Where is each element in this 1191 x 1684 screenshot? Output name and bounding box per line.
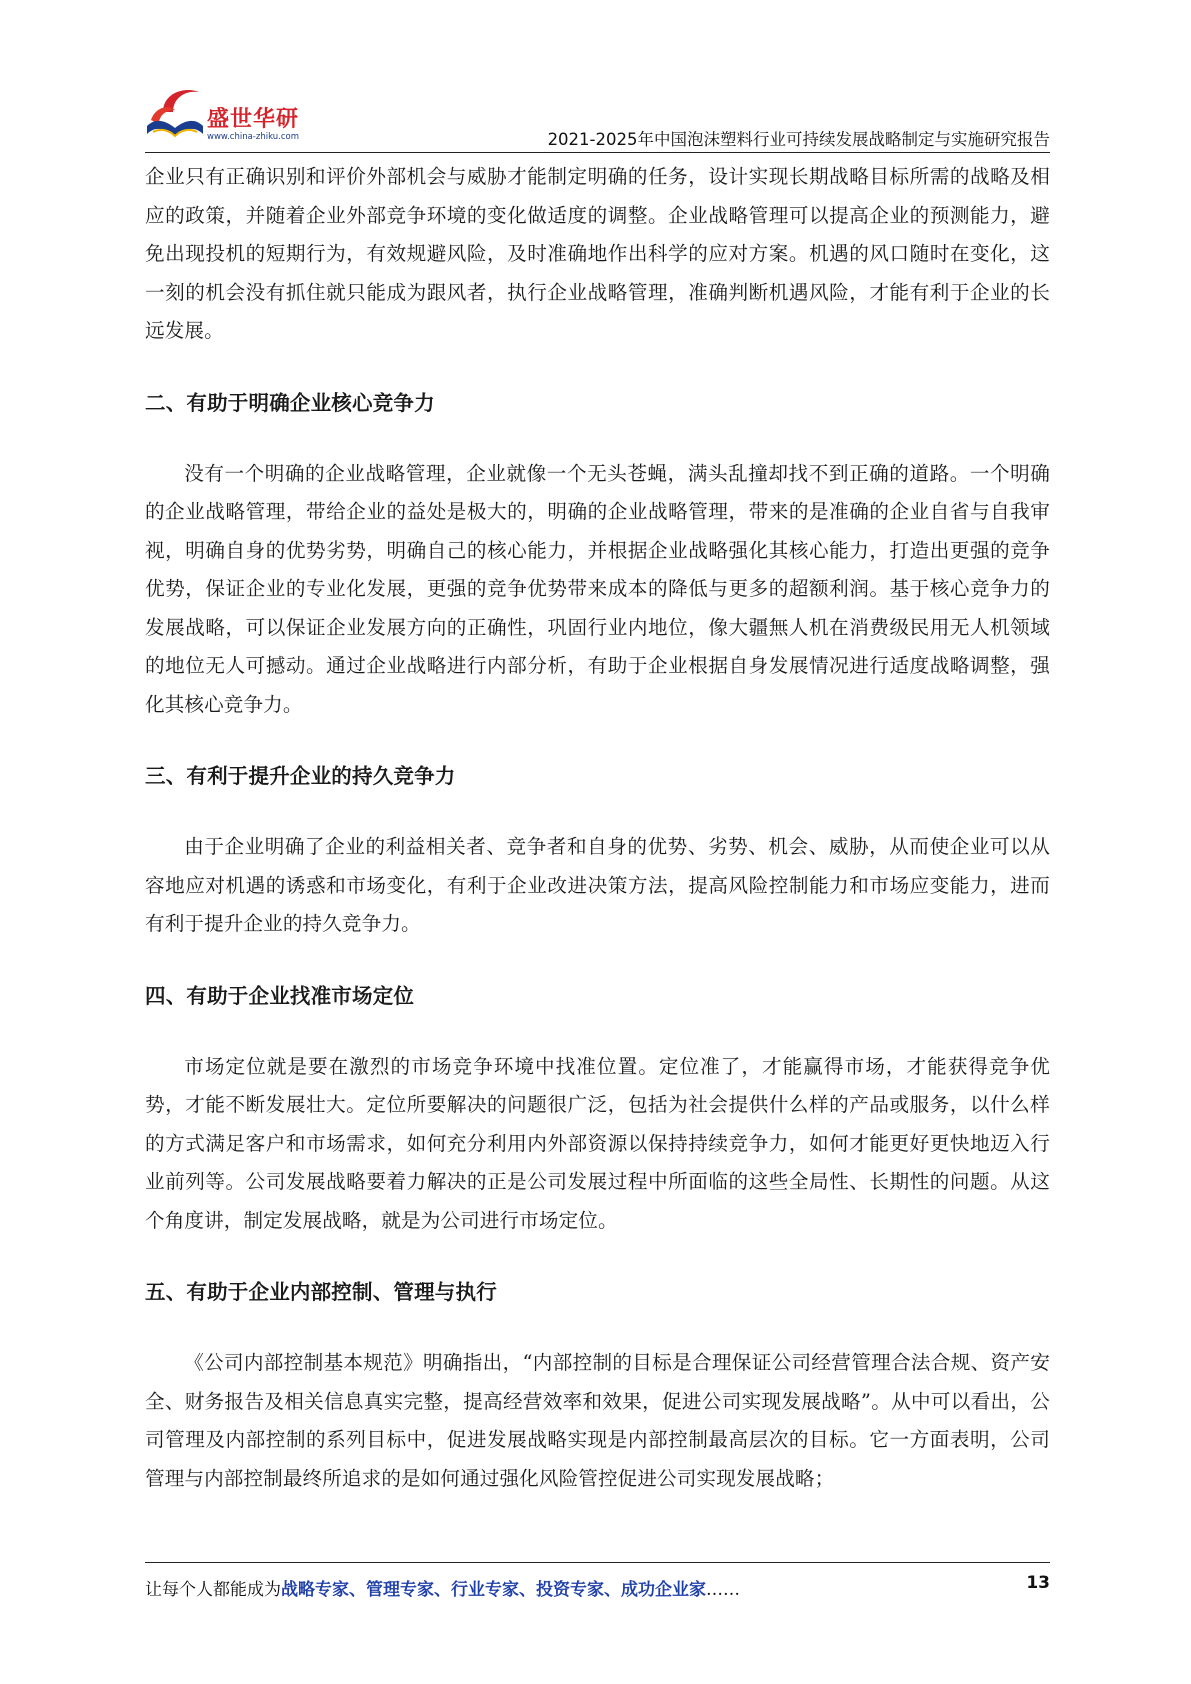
section-heading-2: 二、有助于明确企业核心竞争力 bbox=[145, 390, 435, 415]
footer-slogan bbox=[145, 1575, 740, 1600]
logo bbox=[145, 82, 305, 146]
logo-url: www.china-zhiku.com bbox=[207, 132, 299, 142]
page-content bbox=[145, 158, 1050, 1498]
footer-slogan-highlight: 战略专家、管理专家、行业专家、投资专家、成功企业家 bbox=[281, 1580, 706, 1600]
footer-slogan-prefix: 让每个人都能成为 bbox=[145, 1580, 281, 1600]
logo-emblem-icon bbox=[145, 82, 205, 144]
footer-divider bbox=[145, 1562, 1050, 1563]
section-heading-4: 四、有助于企业找准市场定位 bbox=[145, 983, 415, 1008]
footer-slogan-suffix: …… bbox=[706, 1580, 740, 1600]
paragraph-market-positioning: 市场定位就是要在激烈的市场竞争环境中找准位置。定位准了，才能赢得市场，才能获得竞争优势，才能不断发展壮大。定位所要解决的问题很广泛，包括为社会提供什么样的产品或服务，以什么样的方式满足客户和市场需求，如何充分利用内外部资源以保持持续竞争力，如何才能更好更快地迈入行业前列等。公司发展战略要着力解决的正是公司发展过程中所面临的这些全局性、长期性的问题。从这个角度讲，制定发展战略，就是为公司进行市场定位。 bbox=[145, 1054, 1050, 1232]
paragraph-lasting-competitiveness: 由于企业明确了企业的利益相关者、竞争者和自身的优势、劣势、机会、威胁，从而使企业可以从容地应对机遇的诱惑和市场变化，有利于企业改进决策方法，提高风险控制能力和市场应变能力，进而有利于提升企业的持久竞争力。 bbox=[145, 835, 1050, 935]
paragraph-continued: 企业只有正确识别和评价外部机会与威胁才能制定明确的任务，设计实现长期战略目标所需的战略及相应的政策，并随着企业外部竞争环境的变化做适度的调整。企业战略管理可以提高企业的预测能力，避免出现投机的短期行为，有效规避风险，及时准确地作出科学的应对方案。机遇的风口随时在变化，这一刻的机会没有抓住就只能成为跟风者，执行企业战略管理，准确判断机遇风险，才能有利于企业的长远发展。 bbox=[145, 165, 1050, 342]
report-title: 2021-2025年中国泡沫塑料行业可持续发展战略制定与实施研究报告 bbox=[547, 130, 1050, 149]
paragraph-core-competitiveness: 没有一个明确的企业战略管理，企业就像一个无头苍蝇，满头乱撞却找不到正确的道路。一个明确的企业战略管理，带给企业的益处是极大的，明确的企业战略管理，带来的是准确的企业自省与自我审视，明确自身的优势劣势，明确自己的核心能力，并根据企业战略强化其核心能力，打造出更强的竞争优势，保证企业的专业化发展，更强的竞争优势带来成本的降低与更多的超额利润。基于核心竞争力的发展战略，可以保证企业发展方向的正确性，巩固行业内地位，像大疆無人机在消费级民用无人机领域的地位无人可撼动。通过企业战略进行内部分析，有助于企业根据自身发展情况进行适度战略调整，强化其核心竞争力。 bbox=[145, 461, 1050, 716]
page-number: 13 bbox=[1026, 1573, 1050, 1593]
page-header bbox=[145, 78, 1050, 160]
paragraph-internal-control: 《公司内部控制基本规范》明确指出，“内部控制的目标是合理保证公司经营管理合法合规、资产安全、财务报告及相关信息真实完整，提高经营效率和效果，促进公司实现发展战略”。从中可以看出，公司管理及内部控制的系列目标中，促进发展战略实现是内部控制最高层次的目标。它一方面表明，公司管理与内部控制最终所追求的是如何通过强化风险管控促进公司实现发展战略； bbox=[145, 1351, 1050, 1490]
logo-name: 盛世华研 bbox=[207, 107, 300, 132]
section-heading-3: 三、有利于提升企业的持久竞争力 bbox=[145, 764, 456, 788]
header-divider bbox=[145, 152, 1050, 153]
section-heading-5: 五、有助于企业内部控制、管理与执行 bbox=[145, 1280, 497, 1304]
